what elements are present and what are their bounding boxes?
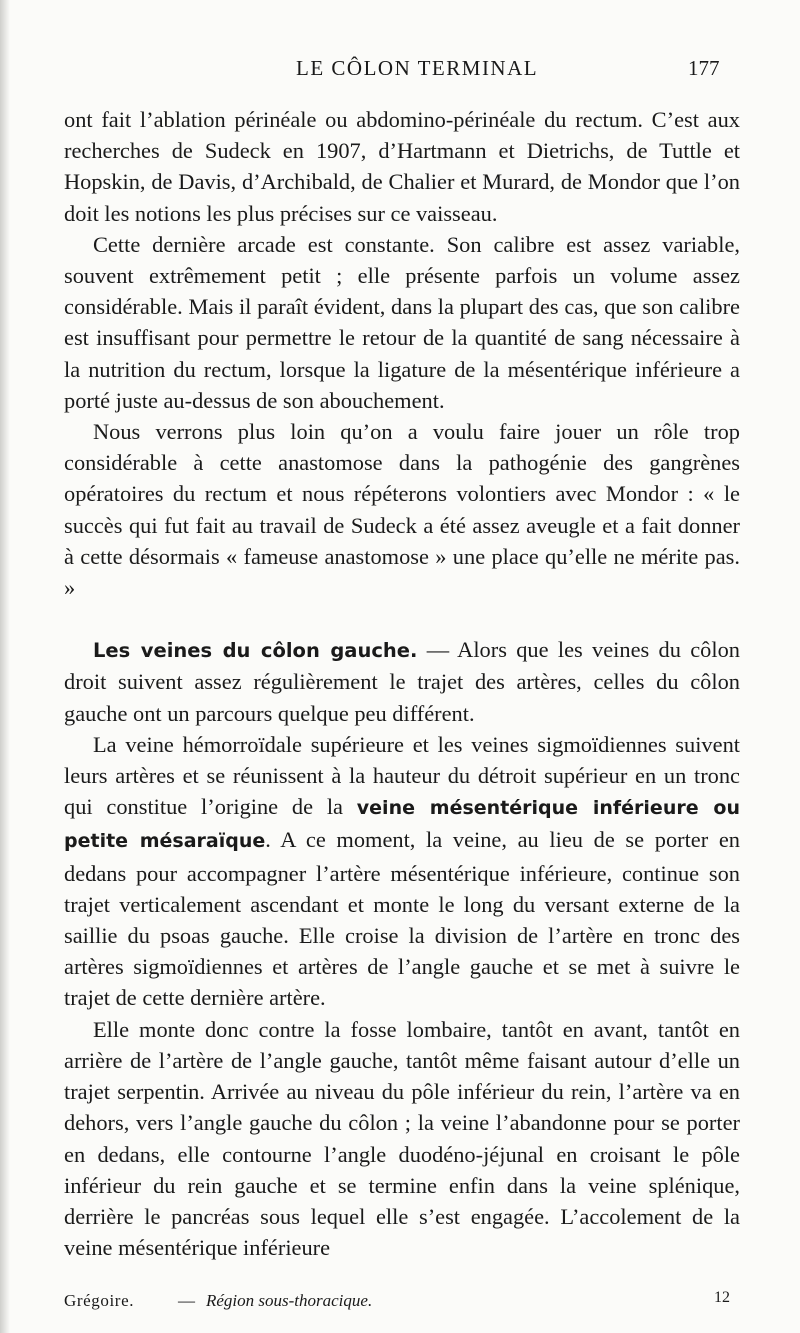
running-header bbox=[0, 56, 800, 86]
paragraph-5-before: La veine hémorroïdale supérieure et les veines sigmoïdiennes suivent leurs artères et se réunissent à la hauteur du détroit supérieur en un tronc qui constitue l’origine de la bbox=[64, 731, 740, 820]
paragraph-3: Nous verrons plus loin qu’on a voulu faire jouer un rôle trop considérable à cette anastomose dans la pathogénie des gangrènes opératoires du rectum et nous répéterons volontiers avec Mondor : « le succès qui fut fait au travail de Sudeck a été assez aveugle et a fait donner à cette désormais « fameuse anastomose » une place qu’elle ne mérite pas. » bbox=[64, 419, 740, 601]
footer-separator: — bbox=[178, 1291, 195, 1310]
page-edge-shadow bbox=[0, 0, 10, 1333]
body-text bbox=[64, 104, 740, 1263]
bold-term: veine mésentérique inférieure ou petite mésaraïque bbox=[64, 797, 740, 853]
section-heading: Les veines du côlon gauche. bbox=[93, 639, 418, 663]
paragraph-2: Cette dernière arcade est constante. Son calibre est assez variable, souvent extrêmement petit ; elle présente parfois un volume assez considérable. Mais il paraît évident, dans la plupart des cas, que son calibre est insuffisant pour permettre le retour de la quantité de sang nécessaire à la nutrition du rectum, lorsque la ligature de la mésentérique inférieure a porté juste au-dessus de son abouchement. bbox=[64, 231, 740, 413]
footer-sheet-number: 12 bbox=[714, 1289, 730, 1306]
paragraph-5 bbox=[64, 729, 740, 1014]
paragraph-5-after: . A ce moment, la veine, au lieu de se porter en dedans pour accompagner l’artère mésentérique inférieure, continue son trajet verticalement ascendant et monte le long du versant externe de la saillie du psoas gauche. Elle croise la division de l’artère en tronc des artères sigmoïdiennes et artères de l’angle gauche et se met à suivre le trajet de cette dernière artère. bbox=[64, 827, 740, 1011]
running-title: LE CÔLON TERMINAL bbox=[296, 56, 539, 80]
paragraph-1: ont fait l’ablation périnéale ou abdomino-périnéale du rectum. C’est aux recherches de Sudeck en 1907, d’Hartmann et Dietrichs, de Tuttle et Hopskin, de Davis, d’Archibald, de Chalier et Murard, de Mondor que l’on doit les notions les plus précises sur ce vaisseau. bbox=[64, 107, 740, 226]
footer-author: Grégoire. bbox=[64, 1291, 135, 1310]
footer-book-title: Région sous-thoracique. bbox=[206, 1291, 373, 1310]
paragraph-4 bbox=[64, 634, 740, 729]
page-footer bbox=[64, 1291, 740, 1317]
page-number: 177 bbox=[688, 56, 720, 80]
paragraph-4-text: — Alors que les veines du côlon droit suivent assez régulièrement le trajet des artères, celles du côlon gauche ont un parcours quelque peu différent. bbox=[64, 637, 740, 726]
paragraph-6: Elle monte donc contre la fosse lombaire, tantôt en avant, tantôt en arrière de l’artère de l’angle gauche, tantôt même faisant autour d’elle un trajet serpentin. Arrivée au niveau du pôle inférieur du rein, l’artère va en dehors, vers l’angle gauche du côlon ; la veine l’abandonne pour se porter en dedans, elle contourne l’angle duodéno-jéjunal en croisant le pôle inférieur du rein gauche et se termine enfin dans la veine splénique, derrière le pancréas sous lequel elle s’est engagée. L’accolement de la veine mésentérique inférieure bbox=[64, 1016, 740, 1261]
